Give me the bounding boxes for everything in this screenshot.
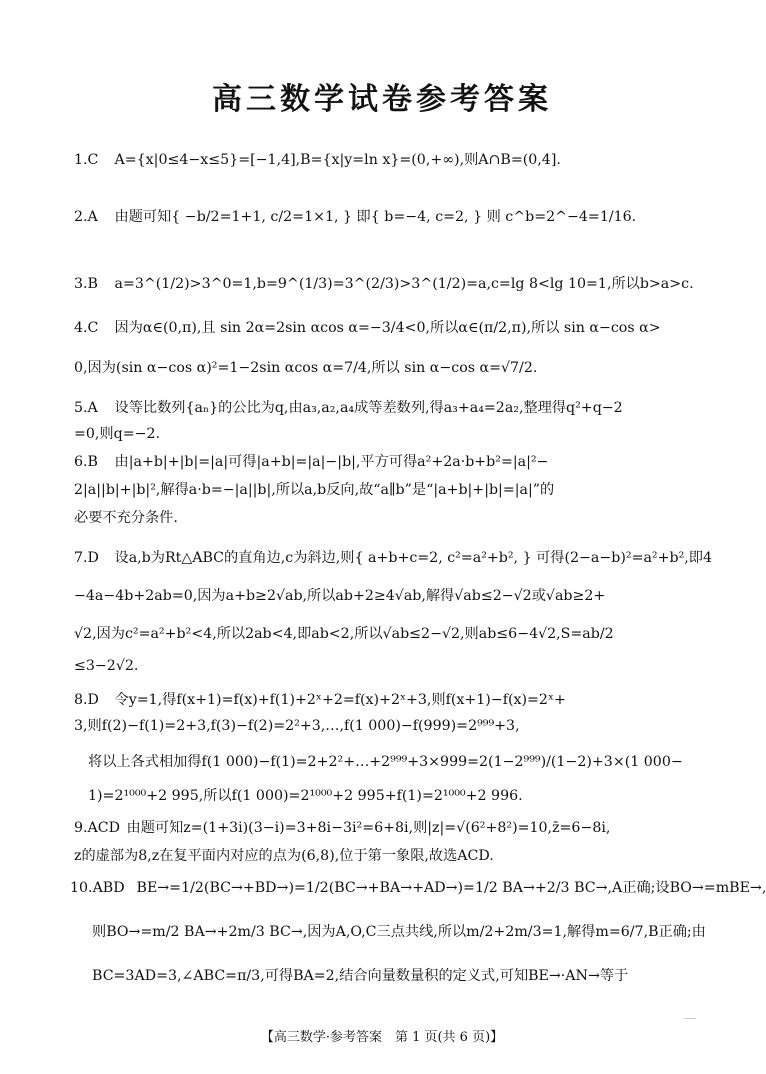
answer-9	[74, 818, 702, 838]
answer-text: a=3^(1/2)>3^0=1,b=9^(1/3)=3^(2/3)>3^(1/2)=a,c=lg 8<lg 10=1,所以b>a>c.	[114, 276, 694, 292]
answer-number: 5.A	[74, 400, 98, 416]
answer-7-line-3: √2,因为c²=a²+b²<4,所以2ab<4,即ab<2,所以√ab≤2−√2,则ab≤6−4√2,S=ab/2	[74, 626, 614, 642]
answer-number: 2.A	[74, 209, 98, 225]
answer-5-line-2: =0,则q=−2.	[74, 426, 161, 442]
answer-6-line-3: 必要不充分条件.	[74, 510, 178, 526]
answer-number: 1.C	[74, 152, 99, 168]
answer-text: 设等比数列{aₙ}的公比为q,由a₃,a₂,a₄成等差数列,得a₃+a₄=2a₂,整理得q²+q−2	[114, 400, 623, 416]
answer-5	[74, 398, 702, 418]
answer-text: 令y=1,得f(x+1)=f(x)+f(1)+2ˣ+2=f(x)+2ˣ+3,则f(x+1)−f(x)=2ˣ+	[114, 692, 566, 708]
answer-8-line-4: 1)=2¹⁰⁰⁰+2 995,所以f(1 000)=2¹⁰⁰⁰+2 995+f(1)=2¹⁰⁰⁰+2 996.	[88, 788, 523, 804]
scan-mark	[684, 1018, 696, 1019]
answer-3	[74, 274, 702, 294]
answer-text: 由题可知{ −b/2=1+1, c/2=1×1, } 即{ b=−4, c=2, } 则 c^b=2^−4=1/16.	[114, 209, 637, 225]
answer-number: 10.ABD	[70, 880, 125, 896]
answer-text: 由题可知z=(1+3i)(3−i)=3+8i−3i²=6+8i,则|z|=√(6²+8²)=10,z̄=6−8i,	[126, 820, 611, 836]
answer-6-line-2: 2|a||b|+|b|²,解得a·b=−|a||b|,所以a,b反向,故“a∥b”是“|a+b|+|b|=|a|”的	[74, 482, 555, 498]
answer-text: A={x|0≤4−x≤5}=[−1,4],B={x|y=ln x}=(0,+∞),则A∩B=(0,4].	[114, 152, 561, 168]
answer-8	[74, 690, 702, 710]
answer-10	[70, 878, 766, 898]
answer-number: 9.ACD	[74, 820, 121, 836]
answer-2	[74, 207, 702, 227]
answer-10-line-3: BC=3AD=3,∠ABC=π/3,可得BA=2,结合向量数量积的定义式,可知BE→·AN→等于	[92, 968, 629, 984]
page-title: 高三数学试卷参考答案	[212, 82, 552, 117]
page-footer: 【高三数学·参考答案 第 1 页(共 6 页)】	[260, 1030, 504, 1045]
answer-7	[74, 548, 712, 568]
answer-8-line-2: 3,则f(2)−f(1)=2+3,f(3)−f(2)=2²+3,…,f(1 000)−f(999)=2⁹⁹⁹+3,	[74, 718, 520, 734]
answer-text: 设a,b为Rt△ABC的直角边,c为斜边,则{ a+b+c=2, c²=a²+b², } 可得(2−a−b)²=a²+b²,即4	[114, 550, 712, 566]
answer-text: 由|a+b|+|b|=|a|可得|a+b|=|a|−|b|,平方可得a²+2a·b+b²=|a|²−	[114, 454, 549, 470]
answer-number: 6.B	[74, 454, 98, 470]
answer-number: 8.D	[74, 692, 99, 708]
answer-number: 4.C	[74, 320, 99, 336]
answer-10-line-2: 则BO→=m/2 BA→+2m/3 BC→,因为A,O,C三点共线,所以m/2+2m/3=1,解得m=6/7,B正确;由	[92, 924, 706, 940]
answer-6	[74, 452, 702, 472]
answer-number: 3.B	[74, 276, 98, 292]
answer-4-line-2: 0,因为(sin α−cos α)²=1−2sin αcos α=7/4,所以 sin α−cos α=√7/2.	[74, 360, 538, 376]
answer-7-line-2: −4a−4b+2ab=0,因为a+b≥2√ab,所以ab+2≥4√ab,解得√ab≤2−√2或√ab≥2+	[74, 588, 606, 604]
answer-8-line-3: 将以上各式相加得f(1 000)−f(1)=2+2²+…+2⁹⁹⁹+3×999=2(1−2⁹⁹⁹)/(1−2)+3×(1 000−	[88, 754, 683, 770]
answer-text: 因为α∈(0,π),且 sin 2α=2sin αcos α=−3/4<0,所以α∈(π/2,π),所以 sin α−cos α>	[114, 320, 661, 336]
answer-text: BE→=1/2(BC→+BD→)=1/2(BC→+BA→+AD→)=1/2 BA→+2/3 BC→,A正确;设BO→=mBE→,	[136, 880, 766, 896]
answer-1	[74, 150, 702, 170]
answer-number: 7.D	[74, 550, 99, 566]
answer-4	[74, 318, 702, 338]
answer-9-line-2: z的虚部为8,z在复平面内对应的点为(6,8),位于第一象限,故选ACD.	[74, 848, 494, 864]
answer-7-line-4: ≤3−2√2.	[74, 658, 139, 674]
